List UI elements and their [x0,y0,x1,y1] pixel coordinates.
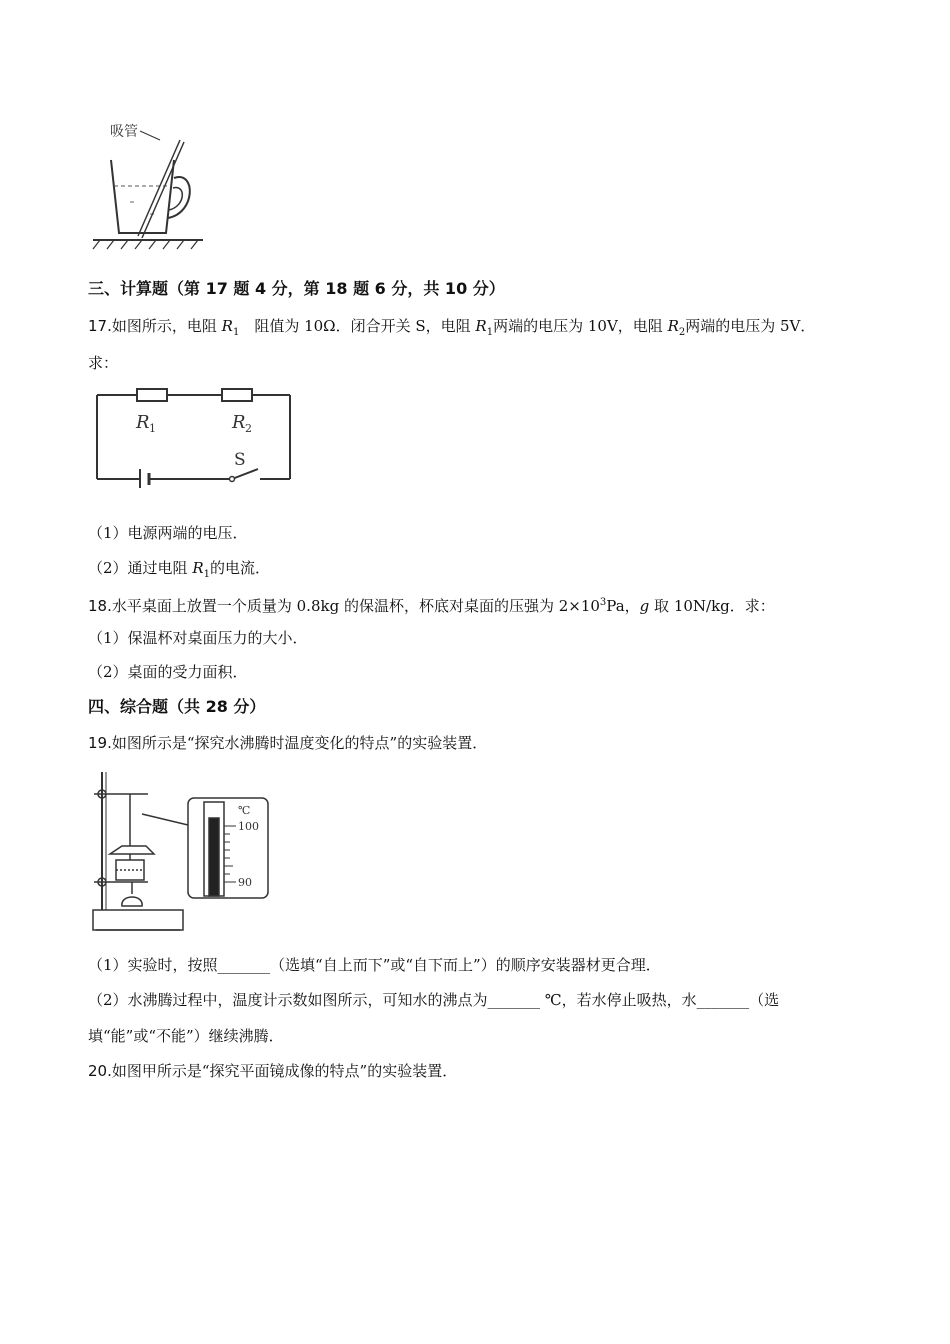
q17-part2: （2）通过电阻 $R_1$的电流． [88,559,270,580]
q17-text: 17.如图所示，电阻 $R_1$ 阻值为 10Ω．闭合开关 S，电阻 $R_1$两端的电压为 10V，电阻 $R_2$两端的电压为 5V． [88,317,816,338]
thermometer-unit: ℃ [238,804,251,817]
r2-label: R [232,412,246,433]
q17-ask: 求： [88,354,119,372]
section-4-heading: 四、综合题（共 28 分） [88,697,266,716]
section-3-heading: 三、计算题（第 17 题 4 分，第 18 题 6 分，共 10 分） [88,279,505,298]
q19-part2-cont: 填“能”或“不能”）继续沸腾． [88,1027,284,1045]
q18-part1: （1）保温杯对桌面压力的大小． [88,629,308,647]
q19-text: 19.如图所示是“探究水沸腾时温度变化的特点”的实验装置． [88,734,488,752]
cup-straw-figure [88,118,213,253]
q19-part2: （2）水沸腾过程中，温度计示数如图所示，可知水的沸点为_______ ℃，若水停止吸热，水_______（选 [88,991,780,1009]
q20-text: 20.如图甲所示是“探究平面镜成像的特点”的实验装置． [88,1062,458,1080]
switch-label: S [234,450,246,470]
boiling-apparatus-figure [88,770,273,938]
q20-number: 20. [88,1062,112,1080]
q19-number: 19. [88,734,112,752]
straw-label: 吸管 [110,124,138,140]
thermometer-bottom: 90 [238,876,252,889]
q19-part1: （1）实验时，按照_______（选填“自上而下”或“自下而上”）的顺序安装器材更合理． [88,956,661,974]
r1-sub: 1 [149,422,156,435]
circuit-diagram [92,383,297,488]
thermometer-top: 100 [238,820,259,833]
r2-sub: 2 [245,422,252,435]
q17-number: 17. [88,317,112,335]
q18-part2: （2）桌面的受力面积． [88,663,248,681]
q17-part1: （1）电源两端的电压． [88,524,248,542]
r1-label: R [136,412,150,433]
q18-text: 18.水平桌面上放置一个质量为 0.8kg 的保温杯，杯底对桌面的压强为 $2\times 10^3Pa$，g 取 10N/kg．求： [88,597,775,615]
q18-number: 18. [88,597,112,615]
